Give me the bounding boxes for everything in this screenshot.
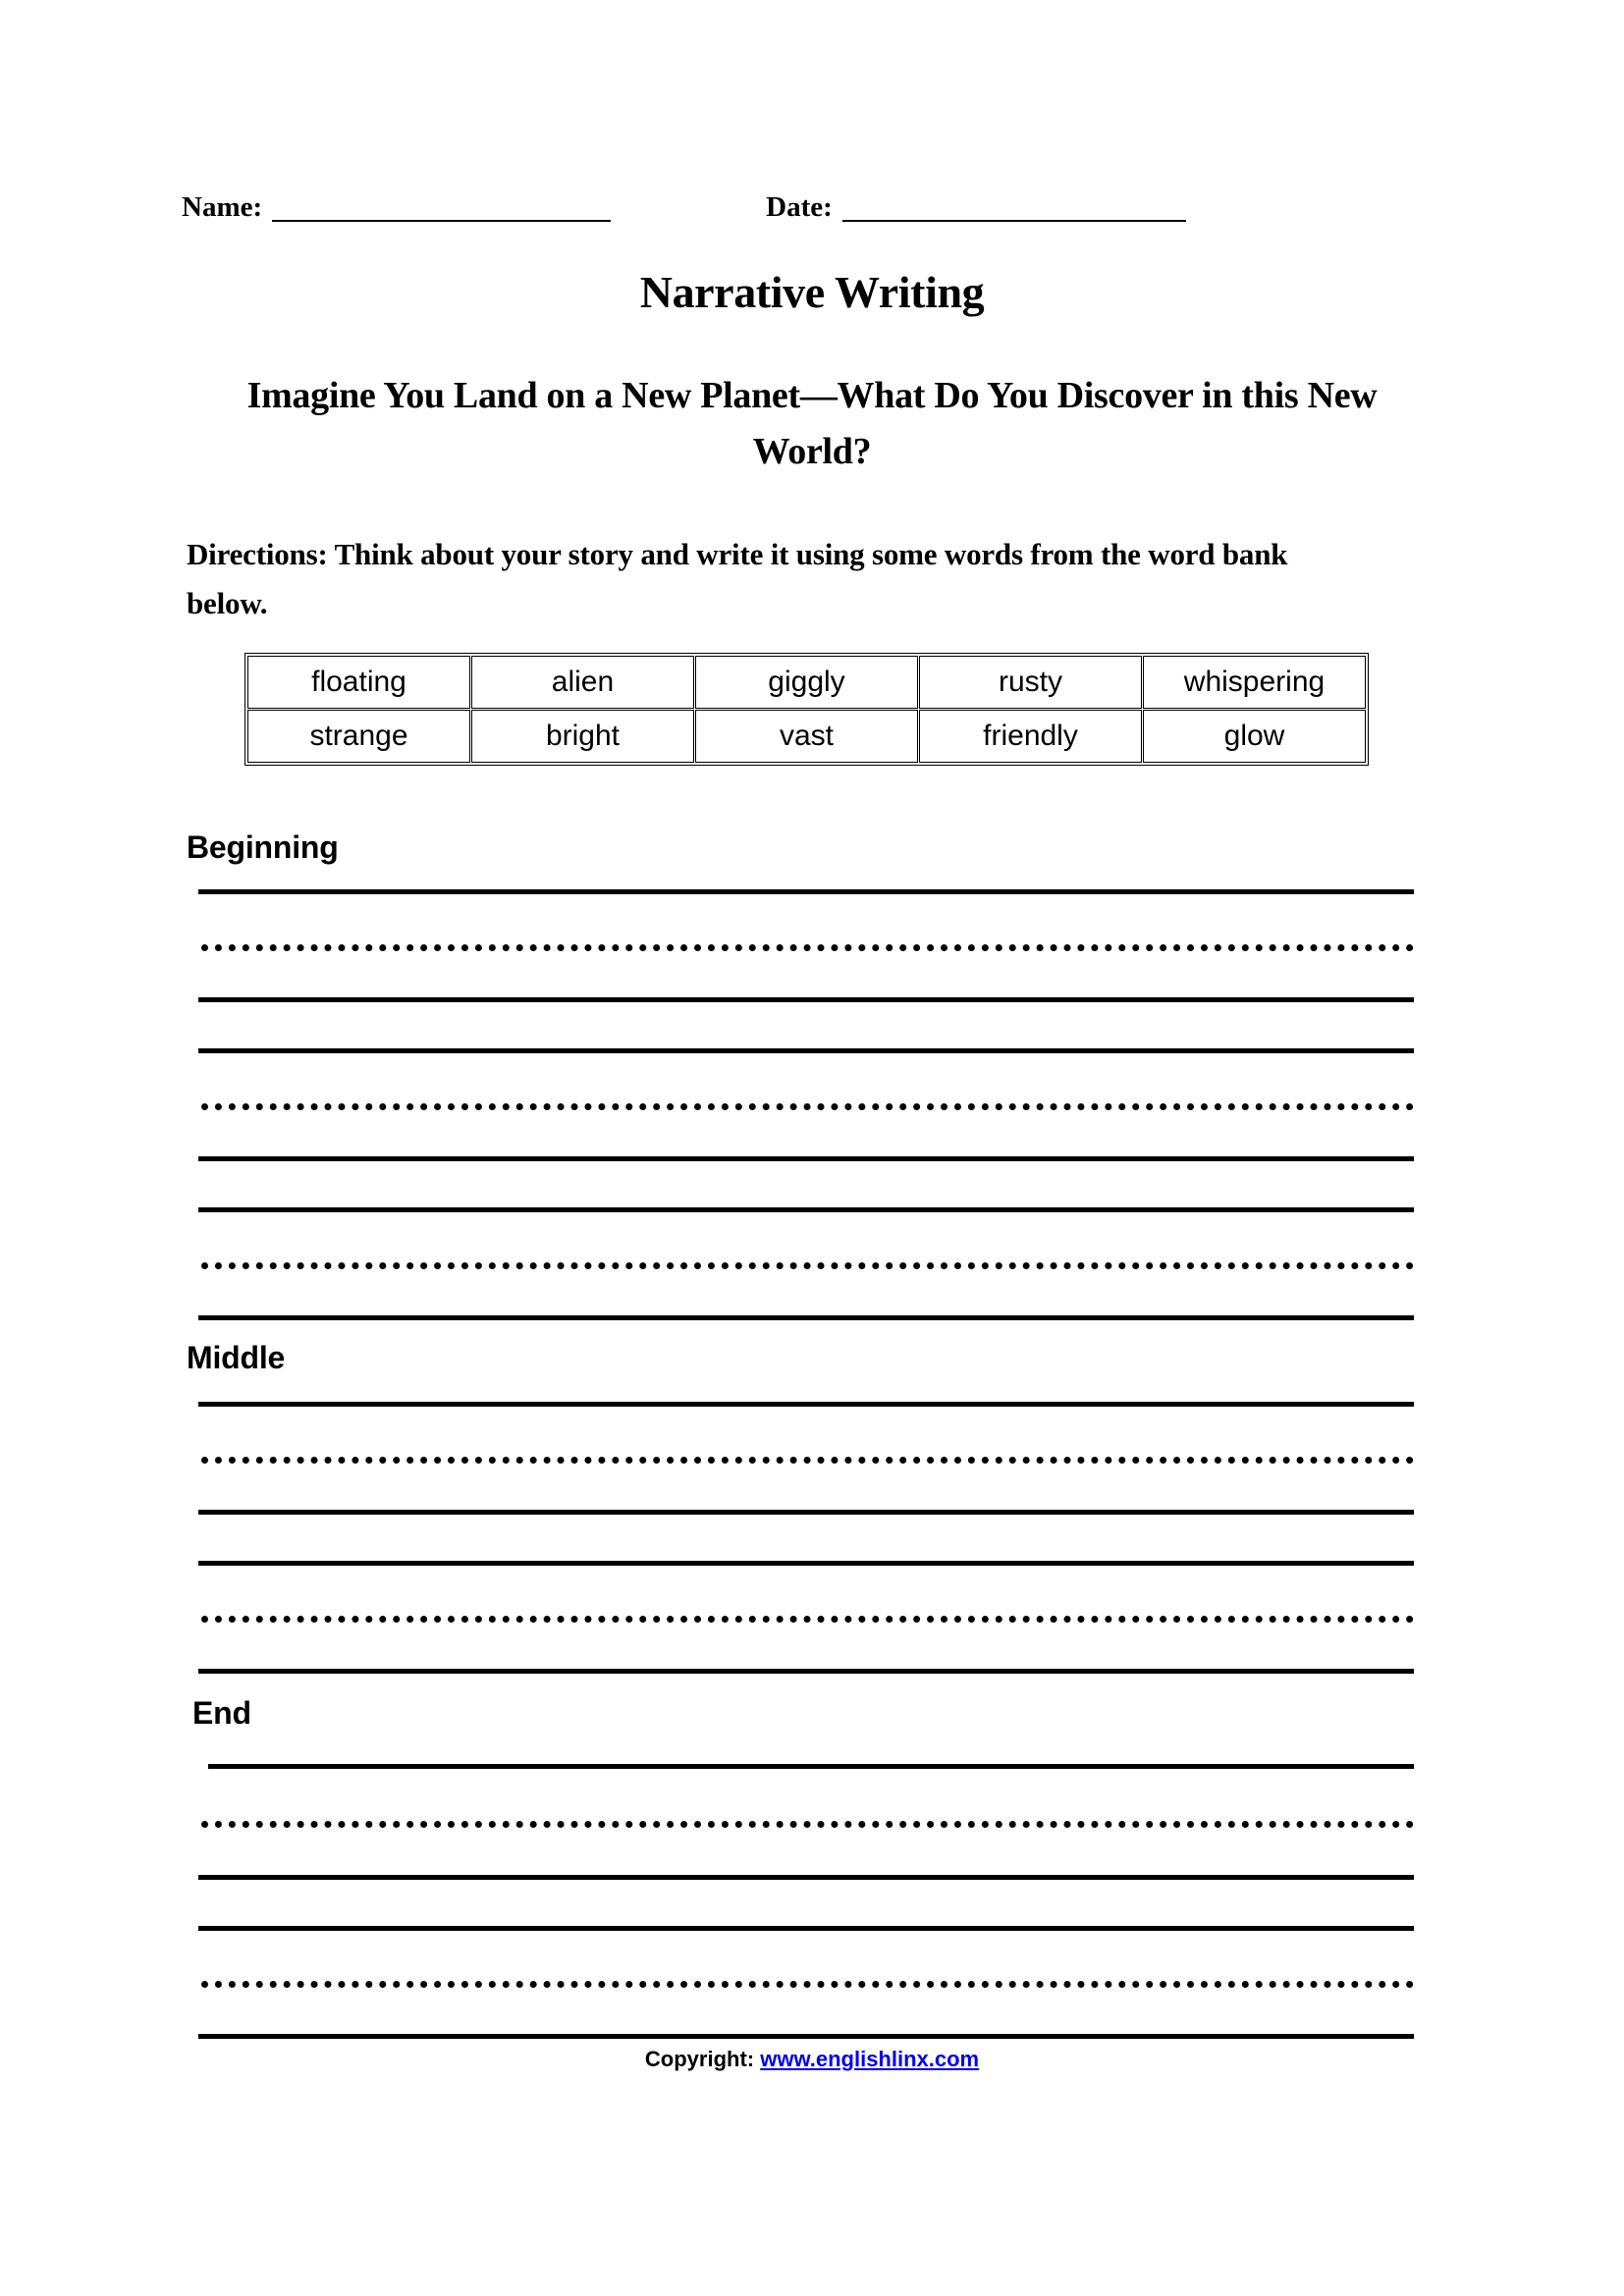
writing-line-dotted[interactable] [201,1981,1414,1988]
word-cell: whispering [1143,656,1366,709]
writing-line-solid[interactable] [198,1156,1414,1161]
writing-line-dotted[interactable] [201,1821,1414,1828]
name-write-in-line[interactable] [272,194,611,222]
word-cell: glow [1143,710,1366,763]
section-heading-beginning: Beginning [187,829,339,865]
writing-line-solid[interactable] [198,1561,1414,1566]
word-cell: bright [471,710,694,763]
writing-line-solid[interactable] [198,1315,1414,1320]
writing-line-solid[interactable] [198,997,1414,1002]
writing-line-dotted[interactable] [201,1457,1414,1464]
writing-line-dotted[interactable] [201,1262,1414,1269]
writing-line-solid[interactable] [198,1048,1414,1053]
date-field [766,192,1186,222]
directions-text: Directions: Think about your story and write it using some words from the word bank below. [187,537,1288,620]
section-heading-end: End [192,1695,251,1731]
page-title: Narrative Writing [639,267,985,317]
writing-line-solid[interactable] [198,1669,1414,1674]
writing-line-dotted[interactable] [201,1103,1414,1110]
word-bank [244,653,1369,766]
name-label: Name: [182,191,263,223]
section-heading-middle: Middle [187,1340,286,1375]
word-cell: giggly [695,656,918,709]
writing-line-solid[interactable] [198,1510,1414,1515]
copyright-link[interactable]: www.englishlinx.com [760,2047,980,2071]
writing-line-solid[interactable] [208,1764,1414,1769]
word-bank-table [246,655,1367,764]
student-info-row [182,192,1429,222]
writing-line-solid[interactable] [198,889,1414,894]
word-cell: vast [695,710,918,763]
name-field [182,192,611,222]
date-write-in-line[interactable] [842,194,1186,222]
word-cell: alien [471,656,694,709]
table-row [247,656,1366,709]
word-cell: strange [247,710,470,763]
writing-line-solid[interactable] [198,1207,1414,1212]
footer-copyright [0,2047,1624,2072]
page-subtitle: Imagine You Land on a New Planet—What Do You Discover in this New World? [246,375,1378,472]
word-cell: friendly [919,710,1142,763]
word-cell: rusty [919,656,1142,709]
writing-line-solid[interactable] [198,1402,1414,1407]
table-row [247,710,1366,763]
writing-line-solid[interactable] [198,2034,1414,2039]
date-label: Date: [766,191,833,223]
writing-line-dotted[interactable] [201,1616,1414,1623]
copyright-label: Copyright: [644,2047,755,2071]
word-cell: floating [247,656,470,709]
writing-line-solid[interactable] [198,1875,1414,1880]
writing-line-dotted[interactable] [201,944,1414,951]
writing-line-solid[interactable] [198,1926,1414,1931]
